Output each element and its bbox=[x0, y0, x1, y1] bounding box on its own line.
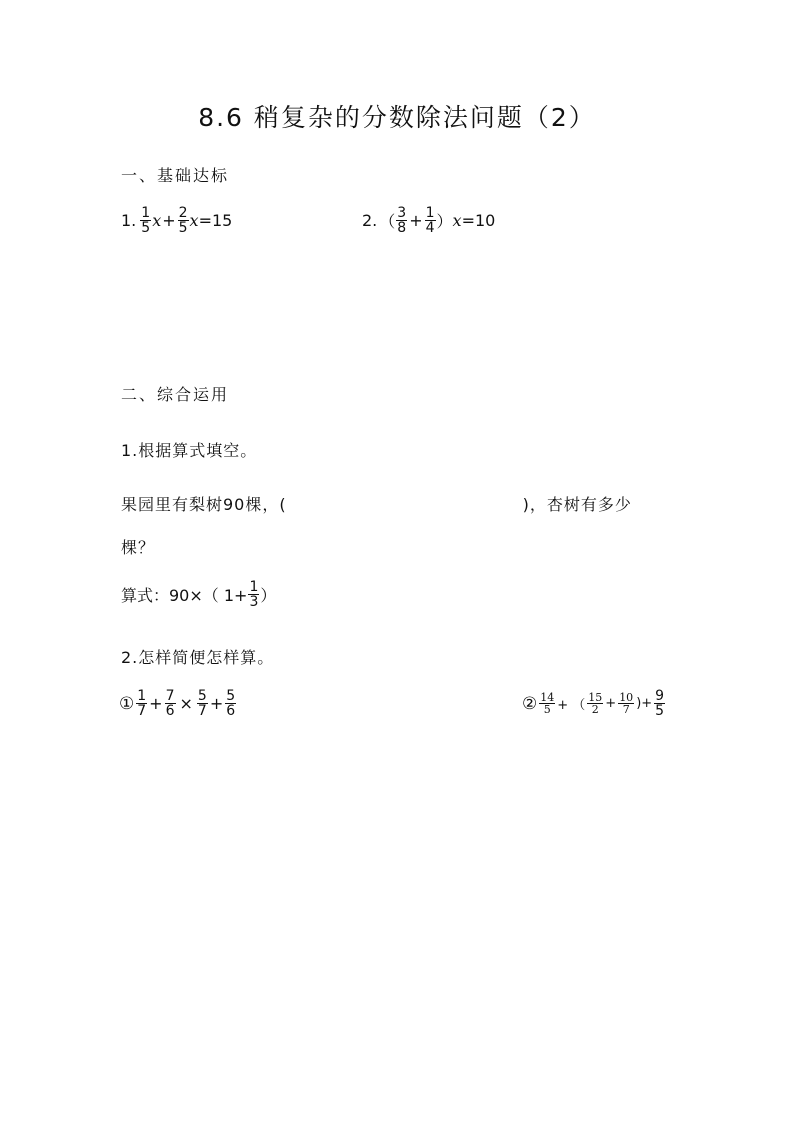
section1-heading: 一、基础达标 bbox=[121, 166, 230, 185]
fraction: $\frac{5}{6}$ bbox=[226, 688, 236, 719]
question-1-formula: 算式：90×（ 1+ $\frac{1}{3}$ ） bbox=[121, 579, 277, 610]
expression-1: ① $\frac{1}{7}$ + $\frac{7}{6}$ × $\frac{5}{7}$ + $\frac{5}{6}$ bbox=[119, 688, 236, 719]
question-1-label: 1.根据算式填空。 bbox=[121, 441, 258, 460]
problem-2: 2. （ $\frac{3}{8}$ + $\frac{1}{4}$ ） x =10 bbox=[362, 205, 496, 236]
question-1-text-cont: 棵？ bbox=[121, 538, 156, 557]
problem-number: 1. bbox=[121, 211, 137, 230]
fraction: $\frac{10}{7}$ bbox=[619, 691, 634, 716]
variable: x bbox=[152, 211, 162, 230]
fraction: $\frac{14}{5}$ bbox=[540, 691, 555, 716]
problem-number: 2. bbox=[362, 211, 378, 230]
question-2-label: 2.怎样简便怎样算。 bbox=[121, 648, 275, 667]
fraction: $\frac{5}{7}$ bbox=[197, 688, 207, 719]
fraction: $\frac{3}{8}$ bbox=[397, 205, 407, 236]
fraction: $\frac{9}{5}$ bbox=[655, 688, 665, 719]
equation-rhs: =15 bbox=[198, 211, 233, 230]
fraction: $\frac{1}{4}$ bbox=[425, 205, 435, 236]
section2-heading: 二、综合运用 bbox=[121, 385, 230, 404]
fraction: $\frac{15}{2}$ bbox=[588, 691, 603, 716]
problem-1: 1. $\frac{1}{5}$ x + $\frac{2}{5}$ x =15 bbox=[121, 205, 233, 236]
fraction: $\frac{1}{5}$ bbox=[141, 205, 151, 236]
circled-number: ① bbox=[119, 693, 135, 714]
fraction: $\frac{2}{5}$ bbox=[178, 205, 188, 236]
page-title: 8.6 稍复杂的分数除法问题（2） bbox=[198, 103, 596, 132]
fraction: $\frac{7}{6}$ bbox=[165, 688, 175, 719]
question-1-text: 果园里有梨树90棵，( )，杏树有多少 bbox=[121, 495, 632, 514]
equation-rhs: =10 bbox=[461, 211, 496, 230]
variable: x bbox=[189, 211, 199, 230]
expression-2: ② $\frac{14}{5}$ + （ $\frac{15}{2}$ + $\frac{10}{7}$ )+ $\frac{9}{5}$ bbox=[522, 688, 665, 719]
fraction: $\frac{1}{3}$ bbox=[249, 579, 259, 610]
variable: x bbox=[452, 211, 462, 230]
circled-number: ② bbox=[522, 693, 538, 714]
fraction: $\frac{1}{7}$ bbox=[137, 688, 147, 719]
